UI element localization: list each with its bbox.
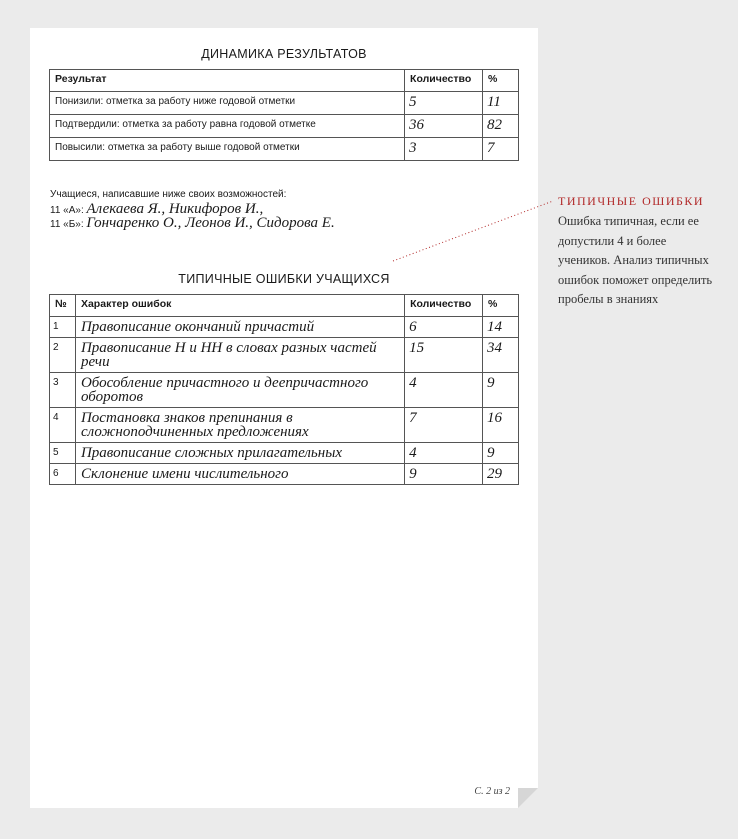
- error-count: 4: [405, 443, 483, 464]
- error-pct: 14: [483, 317, 519, 338]
- errors-header-count: Количество: [405, 295, 483, 317]
- errors-header-no: №: [50, 295, 76, 317]
- side-note-title: ТИПИЧНЫЕ ОШИБКИ: [558, 194, 705, 208]
- results-header-count: Количество: [405, 70, 483, 92]
- error-kind: Склонение имени числительного: [75, 464, 404, 485]
- error-kind: Правописание окончаний причастий: [75, 317, 404, 338]
- errors-title: ТИПИЧНЫЕ ОШИБКИ УЧАЩИХСЯ: [178, 272, 390, 286]
- error-kind: Правописание сложных прилагательных: [75, 443, 404, 464]
- error-count: 7: [405, 408, 483, 443]
- class-label: 11 «Б»:: [50, 219, 84, 230]
- result-count: 5: [405, 92, 483, 115]
- side-note-text: Ошибка типичная, если ее допустили 4 и более учеников. Анализ типичных ошибок поможет определить пробелы в знаниях: [558, 214, 713, 306]
- result-pct: 11: [483, 92, 519, 115]
- result-pct: 7: [483, 138, 519, 161]
- errors-header-pct: %: [483, 295, 519, 317]
- result-count: 3: [405, 138, 483, 161]
- error-no: 3: [50, 373, 76, 408]
- page-number: С. 2 из 2: [474, 786, 510, 797]
- error-kind: Постановка знаков препинания в сложноподчиненных предложениях: [75, 408, 404, 443]
- error-no: 2: [50, 338, 76, 373]
- student-names: Алекаева Я., Никифоров И.,: [86, 201, 264, 217]
- error-count: 15: [405, 338, 483, 373]
- error-no: 6: [50, 464, 76, 485]
- student-names: Гончаренко О., Леонов И., Сидорова Е.: [86, 215, 335, 231]
- result-pct: 82: [483, 115, 519, 138]
- error-count: 9: [405, 464, 483, 485]
- error-no: 5: [50, 443, 76, 464]
- class-label: 11 «А»:: [50, 205, 84, 216]
- error-no: 4: [50, 408, 76, 443]
- error-pct: 9: [483, 443, 519, 464]
- results-header-pct: %: [483, 70, 519, 92]
- error-pct: 29: [483, 464, 519, 485]
- students-caption: Учащиеся, написавшие ниже своих возможностей:: [50, 189, 287, 200]
- results-header-result: Результат: [50, 70, 405, 92]
- result-label: Повысили: отметка за работу выше годовой отметки: [50, 138, 405, 161]
- results-title: ДИНАМИКА РЕЗУЛЬТАТОВ: [201, 47, 367, 61]
- error-kind: Обособление причастного и деепричастного оборотов: [75, 373, 404, 408]
- error-count: 4: [405, 373, 483, 408]
- error-pct: 16: [483, 408, 519, 443]
- error-kind: Правописание Н и НН в словах разных частей речи: [75, 338, 404, 373]
- error-count: 6: [405, 317, 483, 338]
- error-pct: 9: [483, 373, 519, 408]
- result-label: Подтвердили: отметка за работу равна годовой отметке: [50, 115, 405, 138]
- result-label: Понизили: отметка за работу ниже годовой отметки: [50, 92, 405, 115]
- error-pct: 34: [483, 338, 519, 373]
- result-count: 36: [405, 115, 483, 138]
- errors-header-kind: Характер ошибок: [75, 295, 404, 317]
- error-no: 1: [50, 317, 76, 338]
